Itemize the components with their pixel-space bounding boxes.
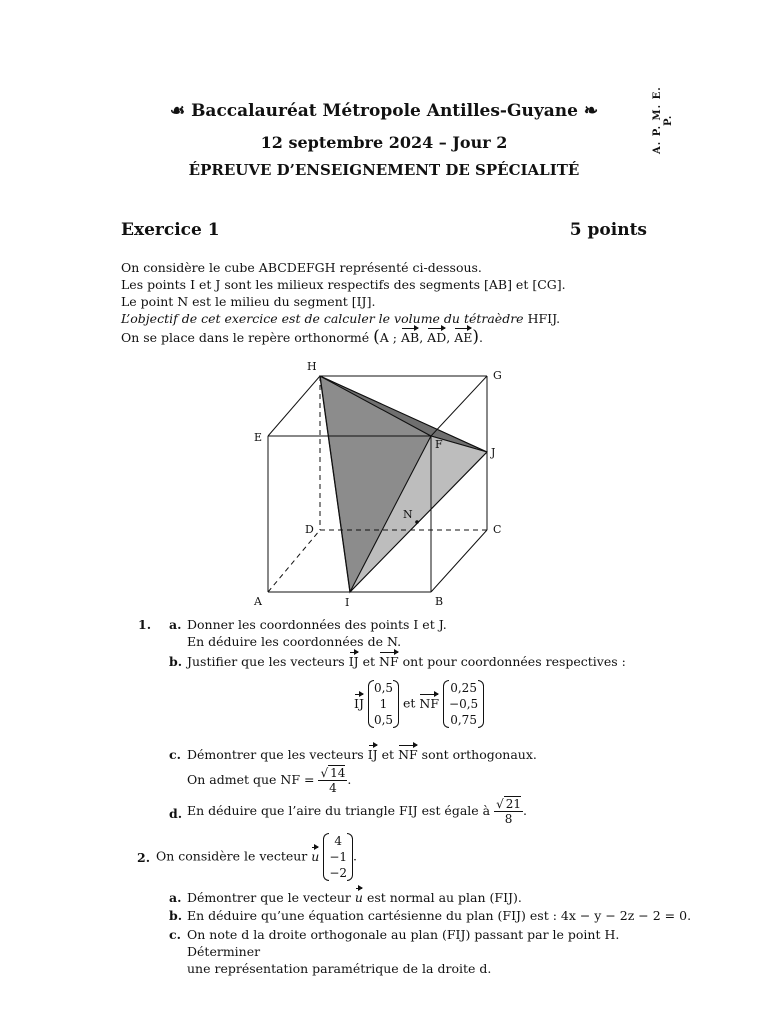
- q2b-text: En déduire qu’une équation cartésienne du plan (FIJ) est : 4x − y − 2z − 2 = 0.: [187, 908, 692, 923]
- q2a-text: Démontrer que le vecteur u est normal au plan (FIJ).: [187, 890, 522, 905]
- label-H: H: [307, 360, 317, 373]
- coordinates-display: IJ 0,5 1 0,5 et NF 0,25 −0,5 0,75: [354, 680, 484, 728]
- vector-NF: NF: [379, 654, 399, 669]
- intro-line-5: On se place dans le repère orthonormé (A ; AB, AD, AE).: [121, 327, 483, 347]
- intro-line-1: On considère le cube ABCDEFGH représenté ci-dessous.: [121, 260, 482, 275]
- q1c-label: c.: [169, 747, 181, 762]
- ornament-left: ☙: [169, 101, 186, 121]
- frame-origin: A ;: [379, 330, 398, 345]
- fraction-area: $\frac{√ 21}{8}$: [496, 797, 522, 826]
- q2-text: On considère le vecteur u 4 −1 −2 .: [156, 834, 358, 880]
- q2a-label: a.: [169, 890, 182, 905]
- q1d-text: En déduire que l’aire du triangle FIJ est égale à $\frac{√ 21}{8}$ .: [187, 797, 528, 826]
- label-N: N: [403, 508, 413, 521]
- side-label: A. P. M. E. P.: [652, 86, 674, 154]
- IJ-matrix: 0,5 1 0,5: [368, 680, 399, 728]
- intro-line-3: Le point N est le milieu du segment [IJ].: [121, 294, 376, 309]
- fraction-nf: $\frac{√ 14}{4}$: [320, 766, 346, 795]
- frame-intro: On se place dans le repère orthonormé: [121, 330, 370, 345]
- q2b-label: b.: [169, 908, 183, 923]
- q2c-text: On note d la droite orthogonale au plan (FIJ) passant par le point H. Déterminer une représentation paramétrique de la droite d.: [187, 927, 620, 976]
- q1b-text: Justifier que les vecteurs IJ et NF ont pour coordonnées respectives :: [187, 654, 626, 669]
- q2c-label: c.: [169, 927, 181, 942]
- q1-number: 1.: [138, 617, 152, 632]
- q1d-label: d.: [169, 806, 183, 821]
- label-B: B: [435, 595, 444, 608]
- header-title: Baccalauréat Métropole Antilles-Guyane: [191, 101, 578, 121]
- q1a-label: a.: [169, 617, 182, 632]
- label-J: J: [491, 446, 496, 459]
- vector-IJ-coords-label: IJ: [354, 695, 364, 711]
- vector-NF-coords-label: NF: [419, 695, 440, 711]
- q1b-label: b.: [169, 654, 183, 669]
- q1a-text: Donner les coordonnées des points I et J. En déduire les coordonnées de N.: [187, 617, 447, 649]
- vector-AE: AE: [454, 330, 473, 345]
- label-A: A: [254, 595, 262, 608]
- q2-number: 2.: [137, 850, 151, 865]
- vector-IJ: IJ: [348, 654, 359, 669]
- exercise-title: Exercice 1: [121, 220, 220, 240]
- exercise-points: 5 points: [569, 220, 647, 240]
- objective-end: HFIJ.: [523, 311, 561, 326]
- NF-matrix: 0,25 −0,5 0,75: [443, 680, 484, 728]
- intro-line-4: [121, 310, 661, 327]
- label-C: C: [493, 523, 502, 536]
- vector-AB: AB: [401, 330, 420, 345]
- point-N: [415, 520, 419, 524]
- ornament-right: ❧: [583, 101, 599, 121]
- intro-text: [121, 259, 661, 346]
- label-F: F: [435, 438, 443, 451]
- header-subtitle: ÉPREUVE D’ENSEIGNEMENT DE SPÉCIALITÉ: [188, 161, 580, 179]
- q1c-text: Démontrer que les vecteurs IJ et NF sont orthogonaux.: [187, 747, 537, 762]
- label-G: G: [493, 369, 502, 382]
- q1c-admit: On admet que NF = $\frac{√ 14}{4}$ .: [187, 766, 352, 795]
- objective-text: L’objectif de cet exercice est de calculer le volume du tétraèdre: [121, 311, 524, 326]
- cube-figure: [240, 356, 520, 616]
- intro-line-2: Les points I et J sont les milieux respectifs des segments [AB] et [CG].: [121, 277, 566, 292]
- header-date: 12 septembre 2024 – Jour 2: [260, 133, 508, 152]
- label-E: E: [254, 431, 263, 444]
- vector-AD: AD: [427, 330, 447, 345]
- label-I: I: [345, 596, 350, 609]
- vector-u: u: [311, 848, 320, 864]
- u-matrix: 4 −1 −2: [323, 833, 353, 881]
- label-D: D: [305, 523, 314, 536]
